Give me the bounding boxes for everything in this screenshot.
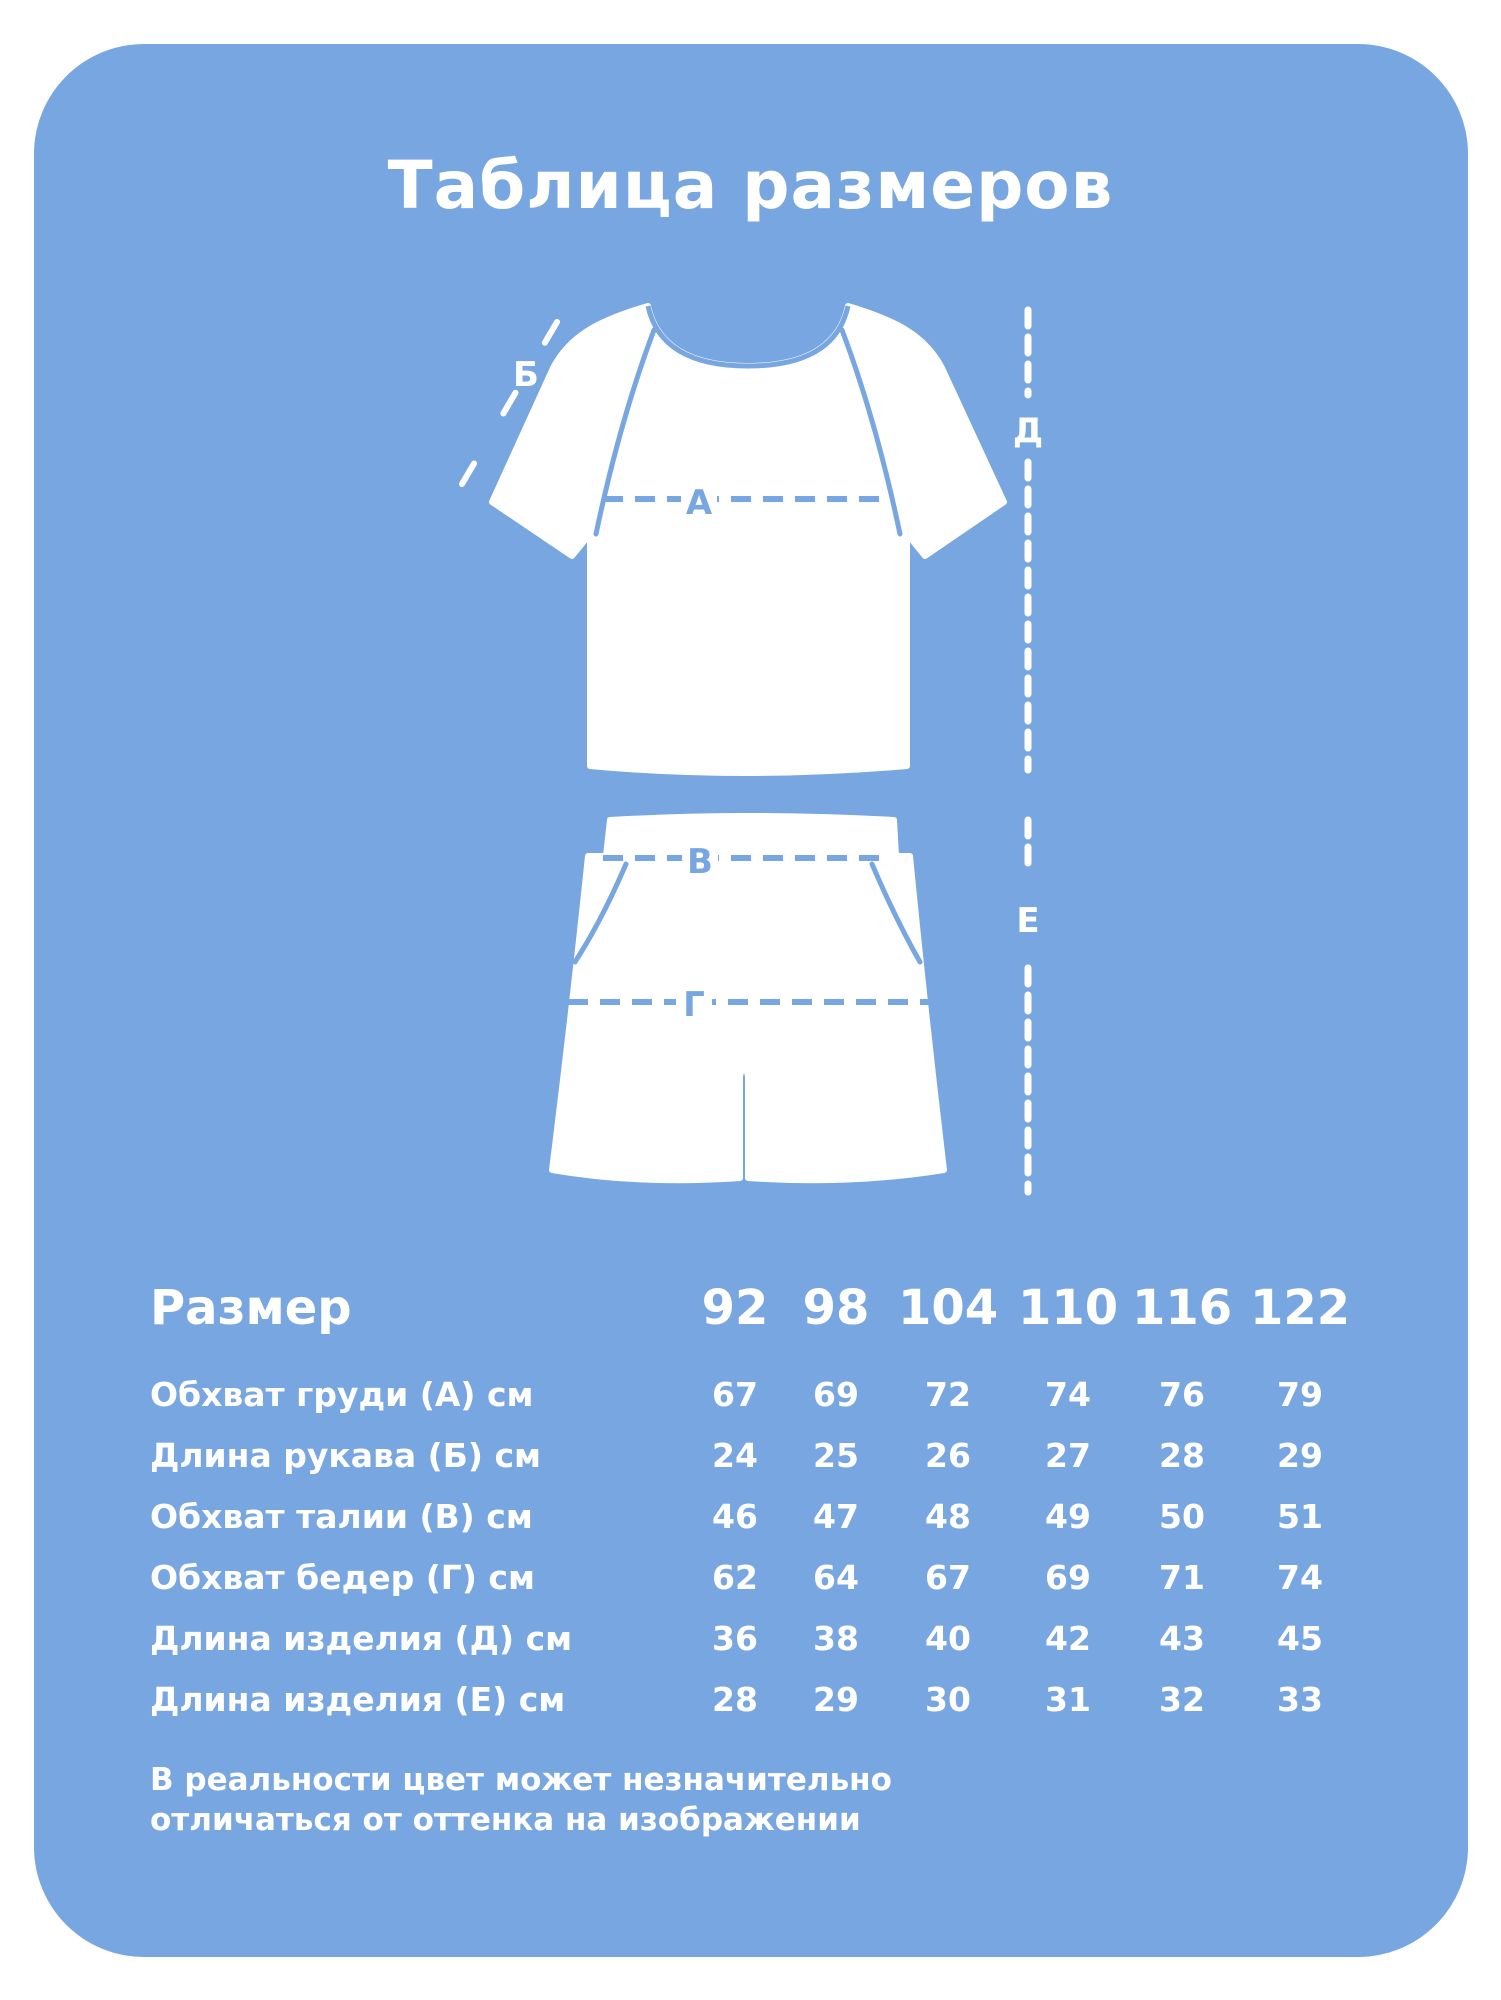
table-cell: 32 (1159, 1680, 1205, 1719)
label-a: А (685, 483, 713, 523)
table-row (150, 1434, 1380, 1484)
table-cell: 47 (813, 1497, 859, 1536)
row-label-length-e: Длина изделия (Е) см (150, 1680, 566, 1719)
table-cell: 64 (813, 1558, 859, 1597)
table-cell: 24 (712, 1436, 758, 1475)
size-104: 104 (898, 1280, 999, 1336)
label-g: Г (683, 985, 705, 1025)
table-cell: 62 (712, 1558, 758, 1597)
table-cell: 38 (813, 1619, 859, 1658)
row-label-sleeve: Длина рукава (Б) см (150, 1436, 542, 1475)
table-cell: 36 (712, 1619, 758, 1658)
table-cell: 27 (1045, 1436, 1091, 1475)
row-label-length-d: Длина изделия (Д) см (150, 1619, 573, 1658)
table-cell: 31 (1045, 1680, 1091, 1719)
table-cell: 43 (1159, 1619, 1205, 1658)
table-cell: 50 (1159, 1497, 1205, 1536)
table-cell: 29 (1277, 1436, 1323, 1475)
table-cell: 45 (1277, 1619, 1323, 1658)
table-row (150, 1556, 1380, 1606)
table-cell: 42 (1045, 1619, 1091, 1658)
size-98: 98 (802, 1280, 870, 1336)
size-92: 92 (701, 1280, 769, 1336)
label-e: Е (1016, 901, 1040, 941)
table-cell: 76 (1159, 1375, 1205, 1414)
table-cell: 28 (712, 1680, 758, 1719)
table-cell: 67 (712, 1375, 758, 1414)
size-header-label: Размер (150, 1280, 352, 1336)
table-cell: 67 (925, 1558, 971, 1597)
table-cell: 46 (712, 1497, 758, 1536)
table-cell: 26 (925, 1436, 971, 1475)
disclaimer-line-1: В реальности цвет может незначительно (150, 1762, 892, 1798)
size-110: 110 (1018, 1280, 1119, 1336)
table-cell: 51 (1277, 1497, 1323, 1536)
table-row (150, 1495, 1380, 1545)
table-row (150, 1373, 1380, 1423)
table-cell: 71 (1159, 1558, 1205, 1597)
disclaimer-line-2: отличаться от оттенка на изображении (150, 1802, 861, 1838)
page-title: Таблица размеров (387, 147, 1114, 224)
table-cell: 72 (925, 1375, 971, 1414)
table-cell: 74 (1277, 1558, 1323, 1597)
table-cell: 33 (1277, 1680, 1323, 1719)
row-label-hips: Обхват бедер (Г) см (150, 1558, 535, 1597)
table-cell: 29 (813, 1680, 859, 1719)
row-label-chest: Обхват груди (А) см (150, 1375, 534, 1414)
table-cell: 48 (925, 1497, 971, 1536)
table-row (150, 1678, 1380, 1728)
size-header-row (150, 1278, 1380, 1336)
table-cell: 40 (925, 1619, 971, 1658)
label-d: Д (1012, 411, 1044, 451)
label-b: Б (513, 355, 539, 395)
table-cell: 49 (1045, 1497, 1091, 1536)
table-cell: 69 (1045, 1558, 1091, 1597)
row-label-waist: Обхват талии (В) см (150, 1497, 533, 1536)
size-116: 116 (1132, 1280, 1233, 1336)
tshirt-icon (492, 306, 1004, 773)
shorts-icon (552, 816, 944, 1180)
table-cell: 74 (1045, 1375, 1091, 1414)
table-cell: 79 (1277, 1375, 1323, 1414)
table-cell: 30 (925, 1680, 971, 1719)
size-122: 122 (1250, 1280, 1351, 1336)
table-cell: 25 (813, 1436, 859, 1475)
label-v: В (687, 842, 713, 882)
table-cell: 69 (813, 1375, 859, 1414)
table-row (150, 1617, 1380, 1667)
color-disclaimer (150, 1760, 892, 1840)
table-cell: 28 (1159, 1436, 1205, 1475)
